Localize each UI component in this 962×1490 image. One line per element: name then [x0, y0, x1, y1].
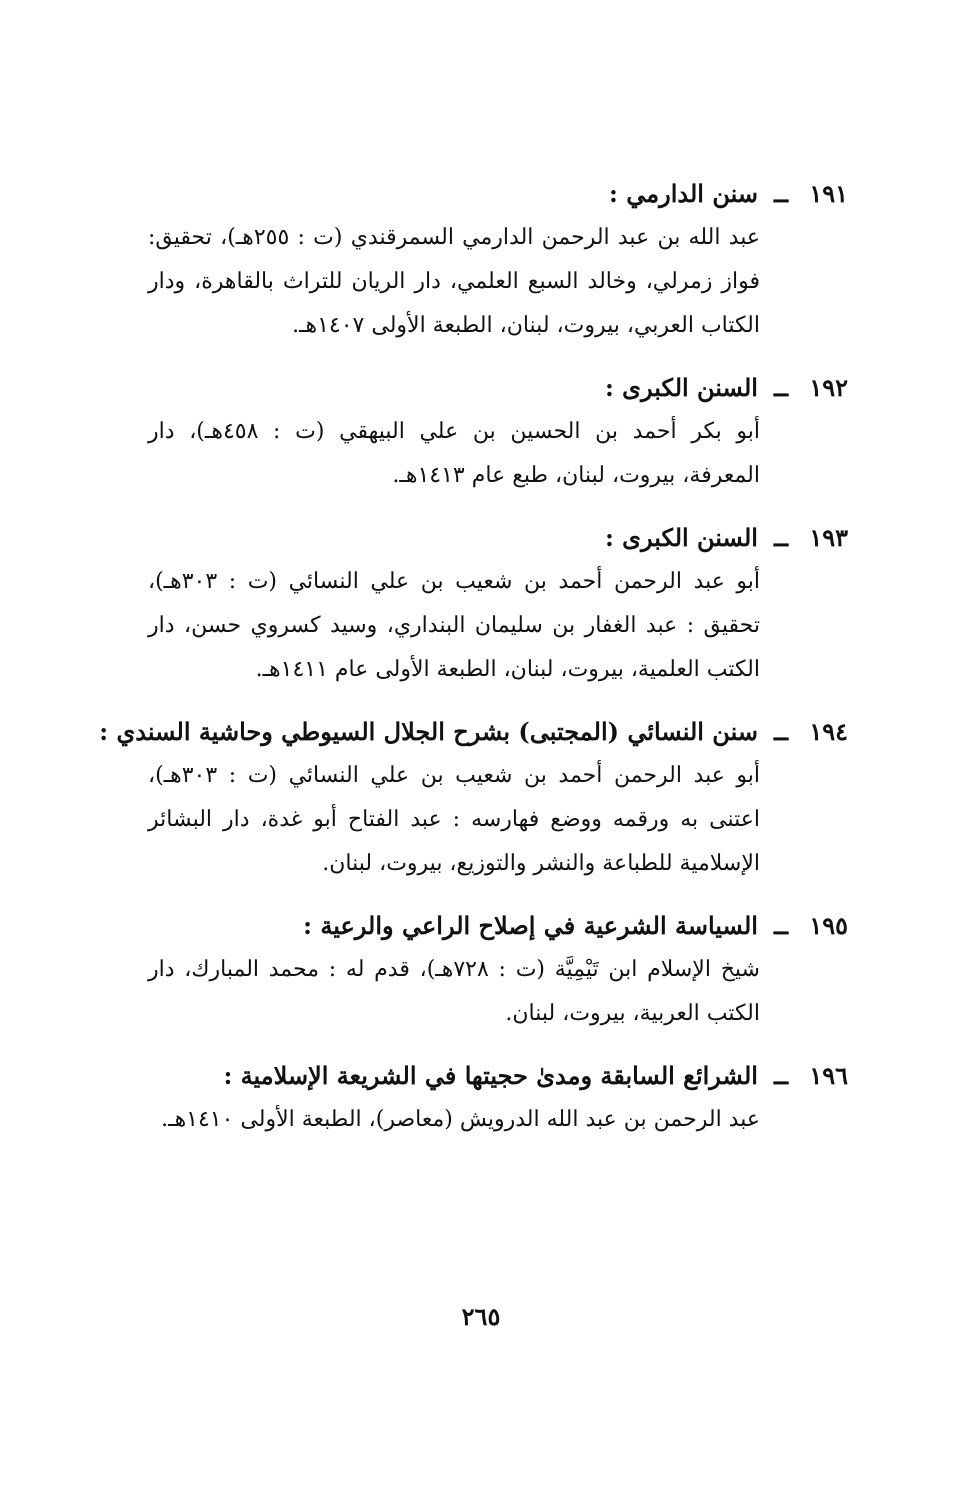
entry-dash: ــ	[773, 179, 788, 208]
entry-heading	[148, 516, 848, 560]
entry-heading	[148, 904, 848, 948]
bibliography-page	[99, 172, 848, 1160]
entry-body: أبو عبد الرحمن أحمد بن شعيب بن علي النسائي (ت : ٣٠٣هـ)، تحقيق : عبد الغفار بن سليمان البنداري، وسيد كسروي حسن، دار الكتب العلمية، بيروت، لبنان، الطبعة الأولى عام ١٤١١هـ.	[148, 569, 760, 682]
bibliography-entry-194	[99, 710, 848, 886]
entry-heading	[148, 1054, 848, 1098]
page-number: ٢٦٥	[461, 1302, 501, 1331]
bibliography-entry-195	[148, 904, 848, 1036]
entry-title: السياسة الشرعية في إصلاح الراعي والرعية :	[303, 911, 758, 940]
bibliography-entry-193	[148, 516, 848, 692]
entry-number: ١٩٢	[809, 373, 848, 402]
entry-dash: ــ	[773, 373, 788, 402]
entry-body: أبو بكر أحمد بن الحسين بن علي البيهقي (ت : ٤٥٨هـ)، دار المعرفة، بيروت، لبنان، طبع عام ١٤١٣هـ.	[148, 419, 760, 488]
bibliography-entry-191	[148, 172, 848, 348]
entry-body: عبد الله بن عبد الرحمن الدارمي السمرقندي (ت : ٢٥٥هـ)، تحقيق: فواز زمرلي، وخالد السبع العلمي، دار الريان للتراث بالقاهرة، ودار الكتاب العربي، بيروت، لبنان، الطبعة الأولى ١٤٠٧هـ.	[148, 225, 761, 338]
entry-title: السنن الكبرى :	[604, 373, 758, 402]
bibliography-entry-196	[148, 1054, 848, 1142]
entry-title: سنن النسائي (المجتبى) بشرح الجلال السيوطي وحاشية السندي :	[99, 717, 758, 746]
entry-number: ١٩١	[809, 179, 848, 208]
entry-dash: ــ	[773, 523, 788, 552]
entry-dash: ــ	[773, 1061, 788, 1090]
entry-body: شيخ الإسلام ابن تَيْمِيَّة (ت : ٧٢٨هـ)، قدم له : محمد المبارك، دار الكتب العربية، بيروت، لبنان.	[148, 957, 760, 1026]
entry-dash: ــ	[773, 911, 788, 940]
bibliography-entry-192	[148, 366, 848, 498]
entry-title: سنن الدارمي :	[609, 179, 758, 208]
entry-number: ١٩٥	[809, 911, 848, 940]
entry-heading	[99, 710, 848, 754]
entry-body: عبد الرحمن بن عبد الله الدرويش (معاصر)، الطبعة الأولى ١٤١٠هـ.	[161, 1107, 760, 1132]
entry-title: السنن الكبرى :	[604, 523, 758, 552]
entry-dash: ــ	[773, 717, 788, 746]
entry-title: الشرائع السابقة ومدىٰ حجيتها في الشريعة الإسلامية :	[223, 1061, 758, 1090]
entry-heading	[148, 172, 848, 216]
entry-number: ١٩٤	[809, 717, 848, 746]
entry-number: ١٩٣	[809, 523, 848, 552]
entry-body: أبو عبد الرحمن أحمد بن شعيب بن علي النسائي (ت : ٣٠٣هـ)، اعتنى به ورقمه ووضع فهارسه : عبد الفتاح أبو غدة، دار البشائر الإسلامية للطباعة والنشر والتوزيع، بيروت، لبنان.	[148, 763, 760, 876]
entry-heading	[148, 366, 848, 410]
entry-number: ١٩٦	[809, 1061, 848, 1090]
